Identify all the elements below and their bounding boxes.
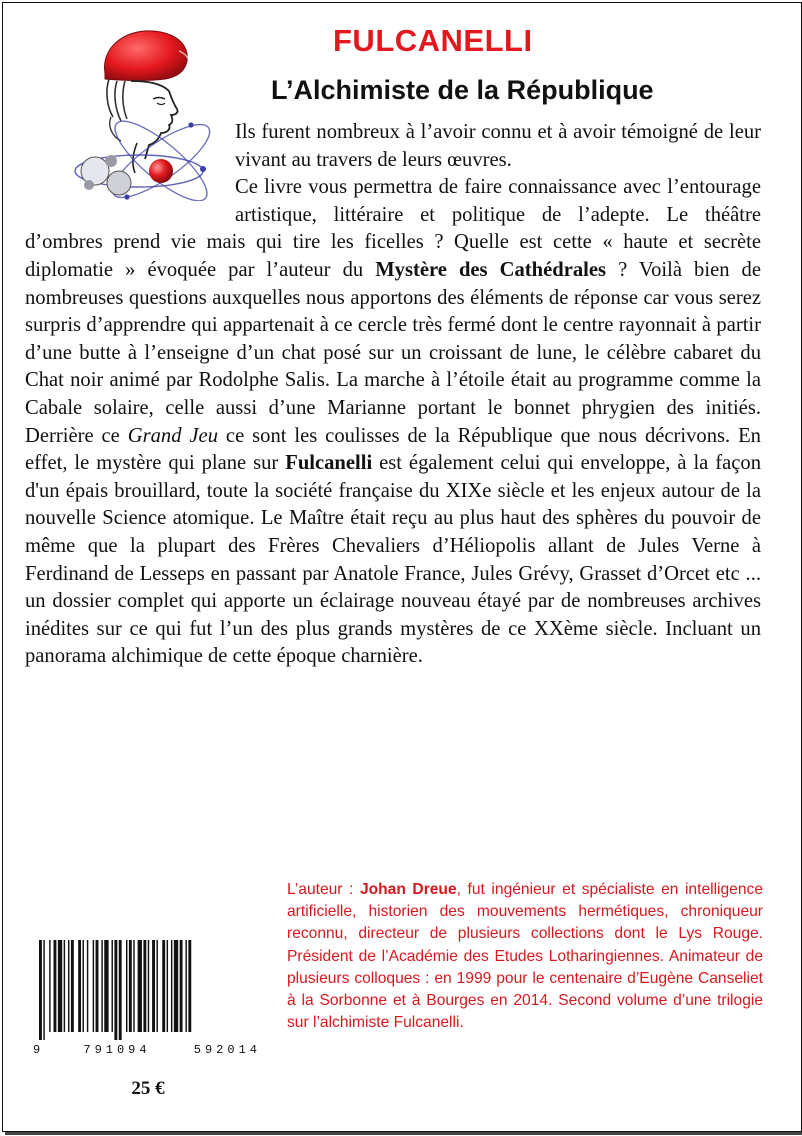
barcode-digit-first: 9	[33, 1043, 41, 1057]
barcode-bar	[180, 940, 183, 1032]
barcode-bar	[148, 940, 149, 1032]
barcode-bar	[78, 940, 81, 1032]
barcode-bar	[54, 940, 57, 1032]
book-subtitle: L’Alchimiste de la République	[271, 75, 654, 105]
barcode-bar	[112, 940, 113, 1032]
barcode-bar	[96, 940, 99, 1032]
barcode-bar	[43, 940, 44, 1040]
price-label: 25 €	[131, 1078, 165, 1099]
barcode-bar	[58, 940, 62, 1032]
barcode-bar	[129, 940, 132, 1032]
barcode-digit-group-2: 592014	[193, 1043, 261, 1057]
blurb-paragraph-2	[25, 174, 761, 671]
barcode-bar	[138, 940, 142, 1032]
blurb-text: ? Voilà bien de nombreuses questions auxquelles nous apportons des éléments de réponse car vous serez surpris d’apprendre qui appartenait à ce cercle très fermé dont le centre rayonnait à partir d’une butte à l’enseigne d’un chat posé sur un croissant de lune, le célèbre cabaret du Chat noir animé par Rodolphe Salis. La marche à l’étoile était au programme comme la Cabale solaire, celle aussi d’une Marianne portant le bonnet phrygien des initiés. Derrière ce	[25, 258, 761, 447]
barcode-digit-group-1: 791094	[83, 1043, 151, 1057]
barcode-bar	[188, 940, 191, 1032]
emblem-text-wrap	[25, 119, 235, 202]
barcode-bar	[68, 940, 69, 1032]
barcode-bar	[87, 940, 88, 1032]
back-cover	[2, 2, 802, 1132]
barcode-icon	[33, 940, 261, 1040]
blurb-text: est également celui qui enveloppe, à la façon d'un épais brouillard, toute la société française du XIXe siècle et les enjeux autour de la nouvelle Science atomique. Le Maître était reçu au plus haut des sphères du pouvoir de même que la plupart des Frères Chevaliers d’Héliopolis allant de Jules Verne à Ferdinand de Lesseps en passant par Anatole France, Jules Grévy, Grasset d’Orcet etc ... un dossier complet qui apporte un éclairage nouveau étayé par de nombreuses archives inédites sur ce qui fut l’un des plus grands mystères de ce XXème siècle. Incluant un panorama alchimique de cette époque charnière.	[25, 452, 761, 668]
barcode-bar	[64, 940, 65, 1032]
barcode-bar	[101, 940, 102, 1032]
book-reference-mystere: Mystère des Cathédrales	[375, 258, 607, 281]
barcode-bar	[133, 940, 134, 1032]
grand-jeu-reference: Grand Jeu	[127, 424, 218, 447]
book-blurb	[25, 119, 761, 671]
barcode-bar	[143, 940, 146, 1032]
barcode-bar	[114, 940, 117, 1040]
barcode-bar	[152, 940, 155, 1032]
fulcanelli-name: Fulcanelli	[285, 452, 373, 475]
author-prefix: L’auteur :	[287, 881, 360, 898]
barcode-bar	[185, 940, 186, 1032]
barcode-bar	[71, 940, 74, 1032]
barcode-number	[33, 1043, 261, 1057]
blurb-text: Ce livre vous permettra de faire connaissance avec l’entourage artistique, littéraire et politique de l’adepte. Le théâtre d’ombres prend vie mais qui tire les ficelles ? Quelle est cette « haute et secrète diplomatie » évoquée par l’auteur du	[25, 176, 761, 281]
author-bio	[287, 879, 763, 1034]
barcode-bar	[162, 940, 165, 1032]
book-title: FULCANELLI	[333, 23, 533, 58]
author-bio-text: , fut ingénieur et spécialiste en intelligence artificielle, historien des mouvements hermétiques, chroniqueur reconnu, directeur de plusieurs collections dont le Lys Rouge. Président de l’Académie des Etudes Lotharingiennes. Animateur de plusieurs colloques : en 1999 pour le centenaire d’Eugène Canseliet à la Sorbonne et à Bourges en 2014. Second volume d’une trilogie sur l’alchimiste Fulcanelli.	[287, 881, 763, 1032]
blurb-text: ce sont les coulisses de la République que nous décrivons. En effet, le mystère qui plane sur	[25, 424, 761, 475]
barcode-bar	[49, 940, 50, 1032]
barcode-bar	[39, 940, 42, 1040]
barcode-bar	[83, 940, 84, 1032]
barcode-bar	[126, 940, 127, 1032]
barcode-bar	[156, 940, 157, 1032]
barcode-bar	[93, 940, 94, 1032]
barcode-bar	[119, 940, 122, 1040]
barcode-bar	[174, 940, 178, 1032]
barcode-bar	[104, 940, 108, 1032]
blurb-paragraph-1: Ils furent nombreux à l’avoir connu et à avoir témoigné de leur vivant au travers de leurs œuvres.	[235, 121, 761, 171]
barcode-bar	[171, 940, 172, 1032]
author-name: Johan Dreue	[359, 881, 457, 898]
barcode-bar	[167, 940, 168, 1032]
